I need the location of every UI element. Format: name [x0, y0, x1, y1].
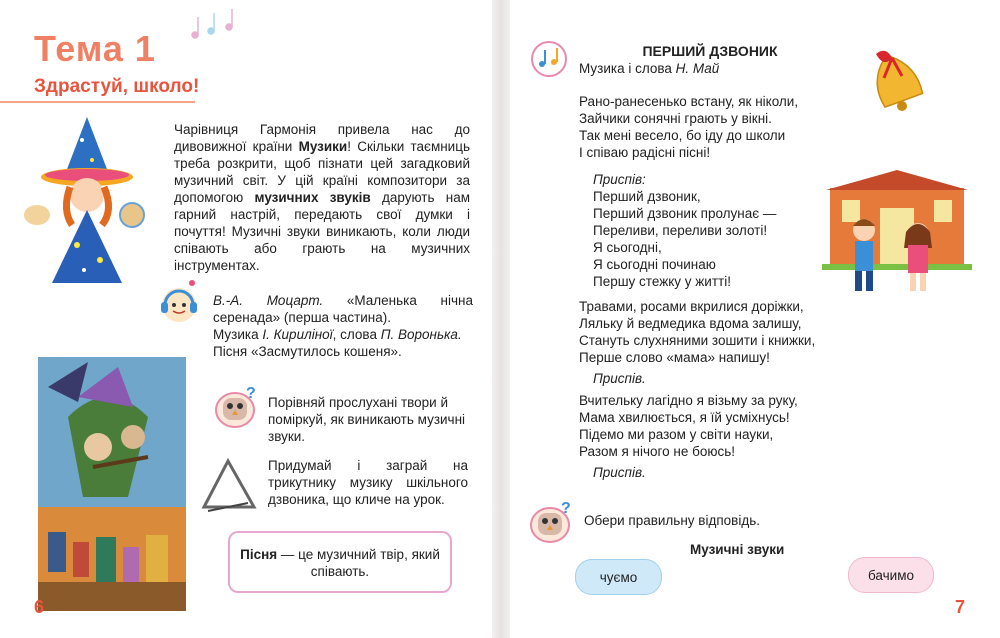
- triangle-instrument-icon: [198, 455, 262, 515]
- task-choose: Обери правильну відповідь.: [584, 513, 760, 528]
- owl-thinking-icon: [213, 384, 261, 430]
- book-gutter: [492, 0, 510, 638]
- option-hear[interactable]: чуємо: [575, 559, 662, 595]
- svg-text:?: ?: [561, 500, 571, 517]
- song-verse-3: Вчительку лагідно я візьму за руку, Мама хвилюється, я їй усміхнусь! Підемо ми разом у світи науки, Разом я нічого не боюсь!: [579, 393, 798, 459]
- song-verse-1: Рано-ранесенько встану, як ніколи, Зайчики сонячні грають у вікні. Так мені весело, бо іду до школи І співаю радісні пісні!: [579, 94, 799, 160]
- school-children-illustration: [822, 168, 972, 298]
- page-number-right: 7: [955, 597, 966, 617]
- music-notes-icon: [530, 40, 570, 78]
- intro-paragraph: Чарівниця Гармонія привела нас до дивовижної країни Музики! Скільки таємниць треба розкрити, щоб пізнати цей загадковий музичний світ. У цій країні композитори за допомогою музичних звуків дарують нам гарний настрій, передають свої думки і почуття! Музичні звуки виникають, коли люди співають або грають на музичних інструментах.: [174, 122, 470, 273]
- theme-subtitle: Здрастуй, школо!: [34, 76, 200, 97]
- task-invent: Придумай і заграй на трикутнику музику шкільного дзвоника, що кличе на урок.: [268, 458, 468, 507]
- song-title: ПЕРШИЙ ДЗВОНИК: [642, 43, 778, 59]
- wizard-girl-illustration: [22, 115, 152, 285]
- musical-sounds-label: Музичні звуки: [690, 542, 785, 557]
- title-underline: [0, 101, 195, 103]
- page-number-left: 6: [34, 597, 45, 617]
- owl-thinking-icon: [528, 499, 576, 545]
- task-compare: Порівняй прослухані твори й поміркуй, як виникають музичні звуки.: [268, 395, 466, 444]
- song-author: Музика і слова Н. Май: [579, 61, 720, 76]
- bell-icon: [862, 44, 928, 114]
- definition-text: Пісня — це музичний твір, який співають.: [240, 547, 440, 579]
- song-verse-2: Травами, росами вкрилися доріжки, Ляльку й ведмедика вдома залишу, Стануть слухняними зошити і книжки, Перше слово «мама» напишу!: [579, 299, 816, 365]
- theme-title: Тема 1: [34, 28, 156, 69]
- music-notes-icon: [185, 5, 245, 45]
- chorus-repeat: Приспів.: [593, 371, 646, 386]
- chorus-repeat-2: Приспів.: [593, 465, 646, 480]
- listening-list: В.-А. Моцарт. «Маленька нічна серенада» (перша частина). Музика І. Кириліної, слова П. Воронька. Пісня «Засмутилось кошеня».: [213, 293, 474, 359]
- painting-illustration: [38, 357, 186, 611]
- song-chorus: Приспів: Перший дзвоник, Перший дзвоник пролунає — Переливи, переливи золоті! Я сьогодні, Я сьогодні починаю Першу стежку у житті!: [593, 172, 777, 289]
- headphones-icon: [158, 277, 200, 327]
- svg-text:?: ?: [246, 385, 256, 402]
- option-see[interactable]: бачимо: [848, 557, 934, 593]
